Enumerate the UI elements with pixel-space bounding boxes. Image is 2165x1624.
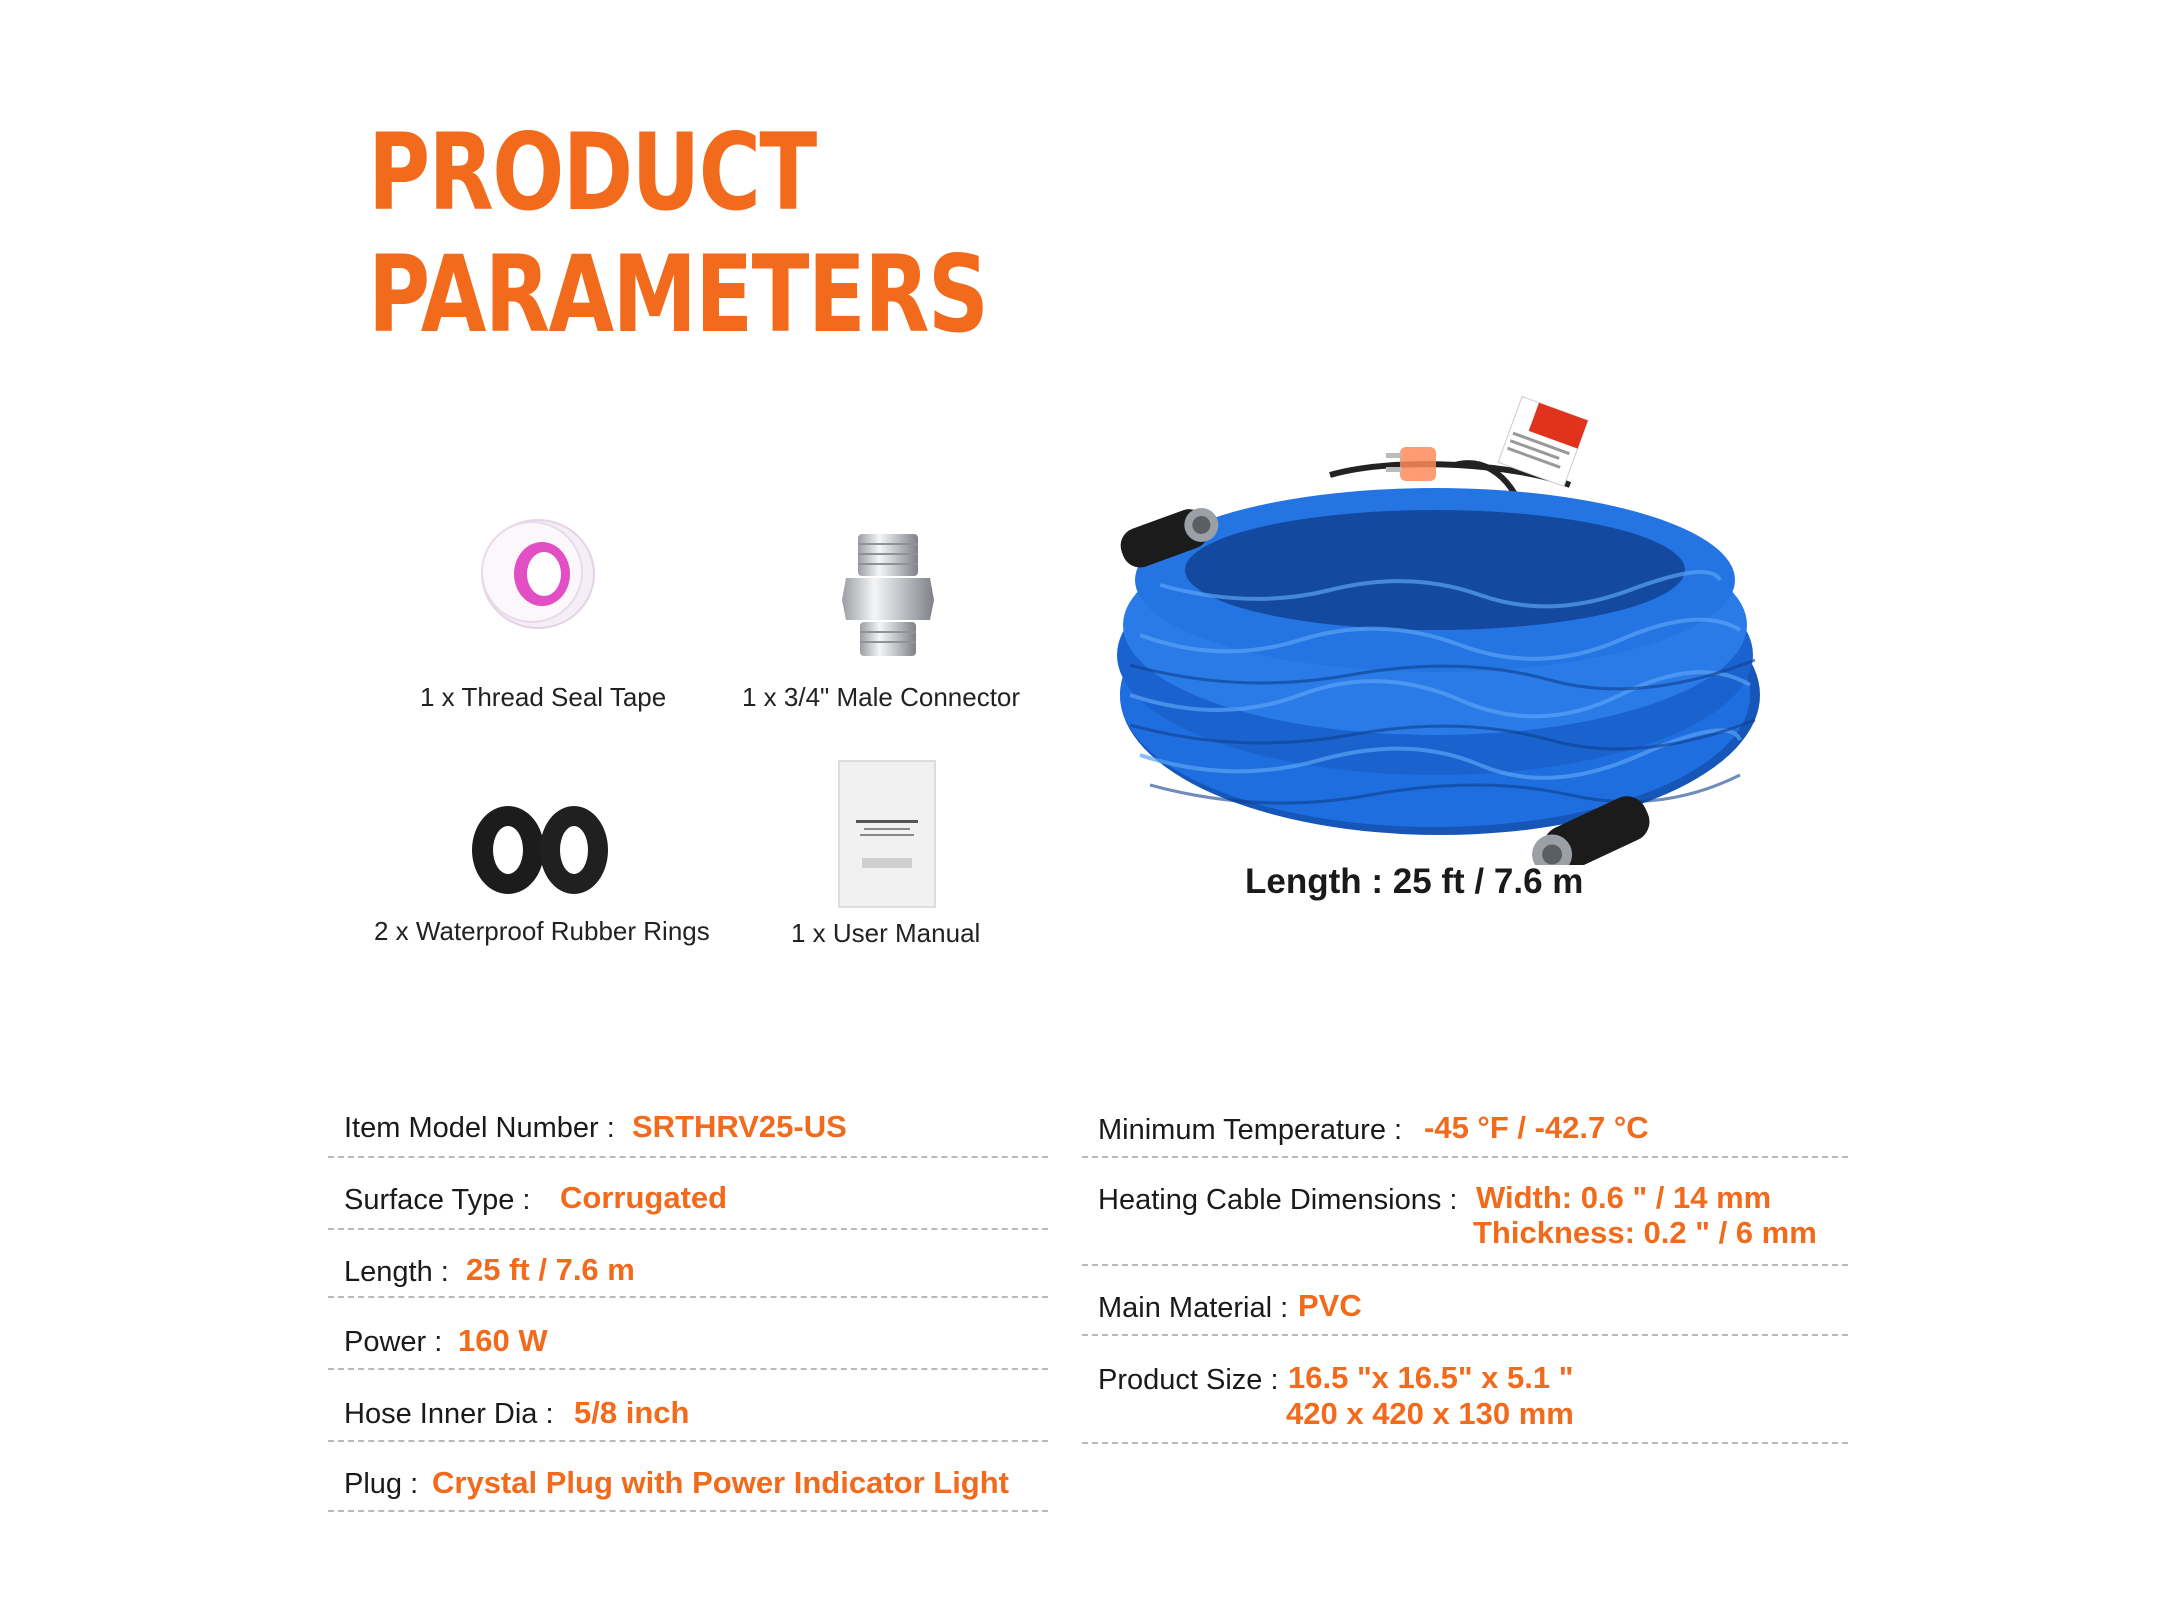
spec-row-length <box>328 1240 1048 1298</box>
spec-label: Item Model Number : <box>344 1112 615 1144</box>
spec-label: Main Material : <box>1098 1292 1289 1324</box>
heated-hose-image <box>1100 395 1780 865</box>
spec-value-2: Thickness: 0.2 " / 6 mm <box>1473 1215 1817 1250</box>
title-line-1: PRODUCT <box>368 111 816 234</box>
spec-label: Plug : <box>344 1468 419 1500</box>
spec-label: Minimum Temperature : <box>1098 1114 1403 1146</box>
rubber-rings-label: 2 x Waterproof Rubber Rings <box>374 916 710 946</box>
spec-label: Product Size : <box>1098 1364 1279 1396</box>
spec-row-model <box>328 1100 1048 1158</box>
spec-value: Width: 0.6 " / 14 mm <box>1476 1180 1772 1215</box>
spec-row-power <box>328 1310 1048 1370</box>
spec-value: -45 °F / -42.7 °C <box>1424 1110 1649 1145</box>
user-manual-icon <box>838 760 936 913</box>
spec-row-material <box>1082 1278 1848 1336</box>
spec-value-2: 420 x 420 x 130 mm <box>1286 1396 1574 1431</box>
spec-label: Hose Inner Dia : <box>344 1398 554 1430</box>
page-title <box>368 112 987 356</box>
spec-label: Length : <box>344 1256 449 1288</box>
spec-label: Surface Type : <box>344 1184 531 1216</box>
spec-value: 160 W <box>458 1323 548 1358</box>
male-connector-icon <box>838 530 938 665</box>
spec-value: SRTHRV25-US <box>632 1109 847 1144</box>
spec-row-surface <box>328 1170 1048 1230</box>
hose-length-caption: Length : 25 ft / 7.6 m <box>1245 862 1584 901</box>
spec-value: PVC <box>1298 1288 1362 1323</box>
thread-seal-tape-icon <box>470 512 600 637</box>
spec-value: 25 ft / 7.6 m <box>466 1252 635 1287</box>
spec-value: 5/8 inch <box>574 1395 690 1430</box>
spec-label: Heating Cable Dimensions : <box>1098 1184 1458 1216</box>
spec-row-cable-dims <box>1082 1170 1848 1266</box>
spec-value: Crystal Plug with Power Indicator Light <box>432 1465 1009 1500</box>
spec-row-inner-dia <box>328 1382 1048 1442</box>
thread-seal-tape-label: 1 x Thread Seal Tape <box>420 682 667 712</box>
spec-label: Power : <box>344 1326 443 1358</box>
title-line-2: PARAMETERS <box>368 233 988 356</box>
specs-right-table <box>1082 1100 1848 1460</box>
spec-row-plug <box>328 1452 1048 1512</box>
spec-row-product-size <box>1082 1348 1848 1444</box>
male-connector-label: 1 x 3/4" Male Connector <box>742 682 1021 712</box>
spec-value: 16.5 "x 16.5" x 5.1 " <box>1288 1360 1574 1395</box>
specs-left-table <box>328 1100 1048 1520</box>
crystal-plug-icon <box>1400 447 1436 481</box>
rubber-rings-icon <box>466 800 616 905</box>
spec-row-min-temp <box>1082 1100 1848 1158</box>
spec-value: Corrugated <box>560 1180 728 1215</box>
user-manual-label: 1 x User Manual <box>791 918 981 948</box>
